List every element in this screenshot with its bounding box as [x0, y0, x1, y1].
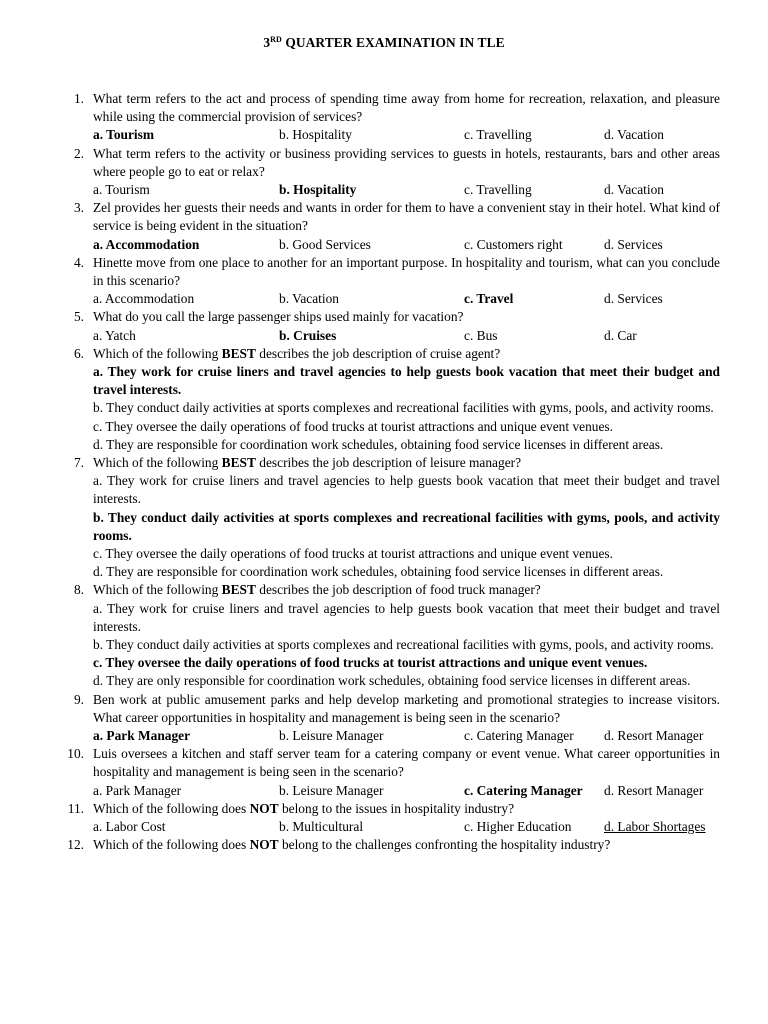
answer-choice: b. Hospitality [279, 127, 352, 143]
question-text [93, 581, 720, 599]
question-number: 4. [73, 254, 84, 270]
question-text-part: Zel provides her guests their needs and wants in order for them to have a convenient stay in their hotel. What kind of service is being evident in the situation? [93, 200, 720, 234]
question-list [0, 90, 768, 854]
question-text-part: Which of the following [93, 345, 222, 361]
question-item [0, 345, 768, 454]
question-item [0, 308, 768, 344]
answer-choice: b. Cruises [279, 327, 337, 343]
question-text-part: describes the job description of cruise agent? [255, 345, 501, 361]
answer-choice: d. Car [604, 327, 637, 343]
answer-choice: d. Vacation [604, 127, 664, 143]
question-text-part: Ben work at public amusement parks and help develop marketing and promotional strategies to increase visitors. What career opportunities in hospitality and management is being seen in the scenario? [93, 691, 720, 725]
title-ordinal: 3 [263, 35, 271, 50]
question-text [93, 199, 720, 235]
question-item [0, 581, 768, 690]
question-number: 3. [73, 200, 84, 216]
title-text: QUARTER EXAMINATION IN TLE [281, 35, 505, 50]
question-text [93, 254, 720, 290]
question-emphasis: BEST [221, 454, 256, 470]
question-emphasis: BEST [221, 582, 256, 598]
question-text-part: describes the job description of food truck manager? [255, 582, 541, 598]
question-number: 7. [73, 454, 84, 470]
choice-row [93, 727, 720, 745]
answer-choice: d. They are responsible for coordination work schedules, obtaining food service licenses in different areas. [93, 564, 664, 580]
choice-row [93, 782, 720, 800]
answer-choice: c. They oversee the daily operations of food trucks at tourist attractions and unique event venues. [93, 655, 648, 671]
answer-choice: b. Hospitality [279, 182, 357, 197]
question-number: 6. [73, 345, 84, 361]
answer-choice: a. Park Manager [93, 782, 182, 798]
question-item [0, 745, 768, 800]
question-text-part: Which of the following [93, 582, 222, 598]
choice-row [93, 181, 720, 199]
question-text-part: What do you call the large passenger ships used mainly for vacation? [93, 309, 464, 325]
question-text [93, 745, 720, 781]
question-text-part: Which of the following [93, 454, 222, 470]
question-emphasis: NOT [249, 800, 279, 816]
answer-choice: b. Good Services [279, 236, 371, 252]
answer-choice: c. Travelling [464, 127, 532, 143]
answer-choice: c. Catering Manager [464, 782, 583, 798]
question-number: 5. [73, 309, 84, 325]
question-text-part: Luis oversees a kitchen and staff server team for a catering company or event venue. What career opportunities in hospitality and management is being seen in the scenario? [93, 746, 720, 780]
question-item [0, 836, 768, 854]
answer-choice: a. Park Manager [93, 728, 191, 744]
question-text-part: belong to the issues in hospitality industry? [278, 800, 515, 816]
answer-choice: d. Labor Shortages [604, 819, 706, 835]
question-text-part: Which of the following does [93, 837, 250, 853]
answer-choice: a. Labor Cost [93, 819, 166, 835]
question-item [0, 199, 768, 254]
answer-choice: b. They conduct daily activities at sports complexes and recreational facilities with gyms, pools, and activity rooms. [93, 509, 720, 543]
answer-choice: d. Vacation [604, 182, 664, 197]
question-item [0, 145, 768, 200]
question-item [0, 454, 768, 581]
answer-choice: c. Bus [464, 327, 498, 343]
choice-row [93, 327, 720, 345]
question-item [0, 800, 768, 836]
question-text [93, 308, 720, 326]
question-text-part: What term refers to the act and process of spending time away from home for recreation, relaxation, and pleasure while using the commercial provision of services? [93, 91, 720, 125]
answer-choice: a. Accommodation [93, 291, 195, 307]
question-number: 11. [67, 800, 84, 816]
answer-choice: c. They oversee the daily operations of food trucks at tourist attractions and unique event venues. [93, 546, 613, 561]
answer-choice: d. They are responsible for coordination work schedules, obtaining food service licenses in different areas. [93, 436, 664, 452]
choice-row [93, 818, 720, 836]
answer-choice: c. Catering Manager [464, 728, 574, 744]
question-number: 9. [73, 691, 84, 707]
answer-choice: a. Tourism [93, 182, 150, 197]
question-number: 2. [73, 145, 84, 161]
answer-choice: b. Multicultural [279, 819, 364, 835]
answer-choice: a. Accommodation [93, 236, 200, 252]
question-number: 1. [73, 91, 84, 106]
answer-choice: b. They conduct daily activities at sports complexes and recreational facilities with gyms, pools, and activity rooms. [93, 400, 714, 416]
answer-choice: d. They are only responsible for coordination work schedules, obtaining food service licenses in different areas. [93, 673, 691, 689]
question-emphasis: BEST [221, 345, 256, 361]
question-text-part: describes the job description of leisure manager? [255, 454, 522, 470]
answer-choice: a. They work for cruise liners and travel agencies to help guests book vacation that meet their budget and travel interests. [93, 600, 720, 634]
question-text [93, 691, 720, 727]
question-text-part: belong to the challenges confronting the hospitality industry? [278, 837, 611, 853]
question-text [93, 345, 720, 363]
answer-choice: a. They work for cruise liners and travel agencies to help guests book vacation that meet their budget and travel interests. [93, 473, 720, 507]
title-ordinal-suffix: RD [270, 35, 282, 44]
answer-choice: c. Travel [464, 291, 514, 307]
answer-choice: c. Customers right [464, 236, 563, 252]
answer-choice: c. They oversee the daily operations of food trucks at tourist attractions and unique event venues. [93, 418, 613, 434]
question-text [93, 454, 720, 472]
question-text [93, 145, 720, 181]
answer-choice: a. Yatch [93, 327, 136, 343]
question-text [93, 836, 720, 854]
question-number: 8. [73, 582, 84, 598]
answer-choice: b. Leisure Manager [279, 728, 384, 744]
answer-choice: c. Higher Education [464, 819, 572, 835]
choice-row [93, 290, 720, 308]
answer-choice: a. Tourism [93, 127, 155, 143]
question-item [0, 90, 768, 145]
question-number: 10. [67, 746, 84, 762]
question-text [93, 90, 720, 126]
answer-choice: d. Services [604, 291, 663, 307]
question-text-part: Hinette move from one place to another for an important purpose. In hospitality and tourism, what can you conclude in this scenario? [93, 254, 720, 288]
answer-choice: d. Services [604, 236, 663, 252]
question-emphasis: NOT [249, 837, 279, 853]
answer-choice: b. Leisure Manager [279, 782, 384, 798]
question-text [93, 800, 720, 818]
choice-row [93, 126, 720, 144]
question-text-part: Which of the following does [93, 800, 250, 816]
answer-choice: d. Resort Manager [604, 728, 704, 744]
answer-choice: b. Vacation [279, 291, 339, 307]
answer-choice: a. They work for cruise liners and travel agencies to help guests book vacation that meet their budget and travel interests. [93, 363, 720, 398]
question-item [0, 691, 768, 746]
question-item [0, 254, 768, 309]
exam-title [0, 34, 768, 52]
answer-choice: c. Travelling [464, 182, 532, 197]
answer-choice: b. They conduct daily activities at sports complexes and recreational facilities with gyms, pools, and activity rooms. [93, 637, 714, 653]
answer-choice: d. Resort Manager [604, 782, 704, 798]
choice-row [93, 236, 720, 254]
question-text-part: What term refers to the activity or business providing services to guests in hotels, restaurants, bars and other areas where people go to eat or relax? [93, 145, 720, 179]
question-number: 12. [67, 837, 84, 853]
